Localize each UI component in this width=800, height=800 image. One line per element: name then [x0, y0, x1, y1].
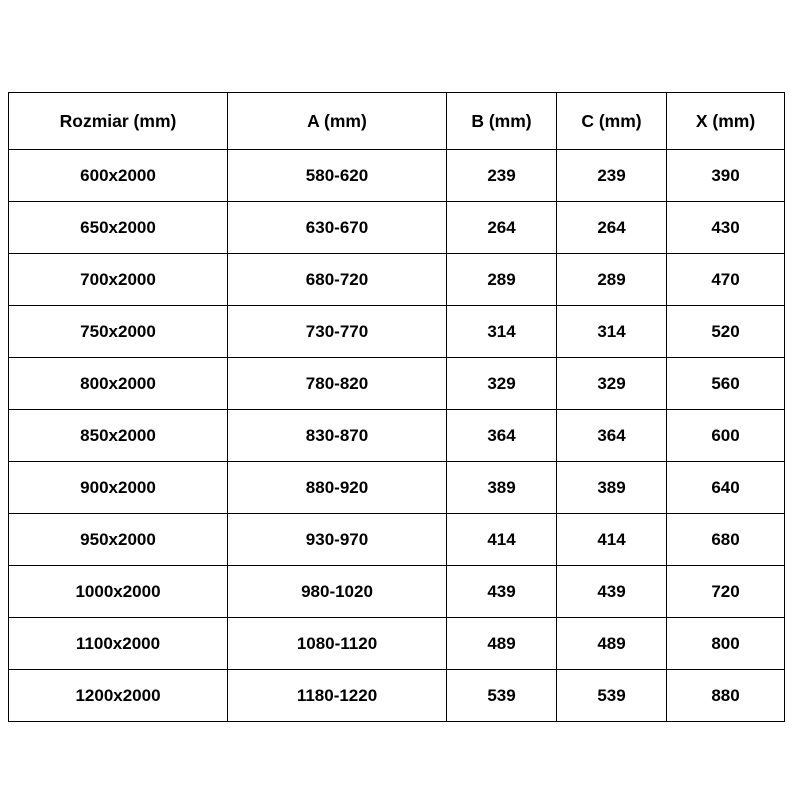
table-header-row	[9, 93, 785, 150]
column-header-x: X (mm)	[667, 93, 785, 150]
cell-b: 389	[447, 462, 557, 514]
cell-c: 539	[557, 670, 667, 722]
cell-c: 489	[557, 618, 667, 670]
cell-size: 700x2000	[9, 254, 228, 306]
cell-a: 930-970	[228, 514, 447, 566]
cell-x: 720	[667, 566, 785, 618]
size-table	[8, 92, 785, 722]
column-header-rozmiar: Rozmiar (mm)	[9, 93, 228, 150]
cell-size: 600x2000	[9, 150, 228, 202]
cell-c: 264	[557, 202, 667, 254]
cell-a: 730-770	[228, 306, 447, 358]
cell-x: 600	[667, 410, 785, 462]
cell-size: 850x2000	[9, 410, 228, 462]
cell-a: 1080-1120	[228, 618, 447, 670]
cell-b: 489	[447, 618, 557, 670]
cell-size: 900x2000	[9, 462, 228, 514]
table-row	[9, 462, 785, 514]
cell-a: 880-920	[228, 462, 447, 514]
cell-x: 470	[667, 254, 785, 306]
table-row	[9, 566, 785, 618]
cell-x: 560	[667, 358, 785, 410]
cell-size: 1100x2000	[9, 618, 228, 670]
table-row	[9, 514, 785, 566]
cell-a: 780-820	[228, 358, 447, 410]
table-row	[9, 150, 785, 202]
cell-a: 1180-1220	[228, 670, 447, 722]
cell-c: 289	[557, 254, 667, 306]
cell-a: 580-620	[228, 150, 447, 202]
column-header-a: A (mm)	[228, 93, 447, 150]
cell-c: 389	[557, 462, 667, 514]
cell-size: 750x2000	[9, 306, 228, 358]
cell-c: 329	[557, 358, 667, 410]
cell-size: 950x2000	[9, 514, 228, 566]
cell-c: 439	[557, 566, 667, 618]
cell-x: 430	[667, 202, 785, 254]
table-row	[9, 254, 785, 306]
cell-a: 830-870	[228, 410, 447, 462]
cell-x: 880	[667, 670, 785, 722]
cell-b: 239	[447, 150, 557, 202]
table-row	[9, 670, 785, 722]
column-header-b: B (mm)	[447, 93, 557, 150]
cell-b: 439	[447, 566, 557, 618]
cell-a: 680-720	[228, 254, 447, 306]
cell-size: 1000x2000	[9, 566, 228, 618]
column-header-c: C (mm)	[557, 93, 667, 150]
cell-x: 520	[667, 306, 785, 358]
table-row	[9, 618, 785, 670]
cell-x: 680	[667, 514, 785, 566]
cell-size: 800x2000	[9, 358, 228, 410]
cell-c: 314	[557, 306, 667, 358]
cell-size: 650x2000	[9, 202, 228, 254]
table-row	[9, 410, 785, 462]
cell-size: 1200x2000	[9, 670, 228, 722]
table-row	[9, 202, 785, 254]
cell-c: 239	[557, 150, 667, 202]
cell-b: 539	[447, 670, 557, 722]
table-header	[9, 93, 785, 150]
cell-x: 640	[667, 462, 785, 514]
cell-b: 264	[447, 202, 557, 254]
cell-b: 289	[447, 254, 557, 306]
cell-b: 364	[447, 410, 557, 462]
table-body	[9, 150, 785, 722]
cell-x: 800	[667, 618, 785, 670]
cell-c: 364	[557, 410, 667, 462]
cell-a: 980-1020	[228, 566, 447, 618]
cell-x: 390	[667, 150, 785, 202]
cell-c: 414	[557, 514, 667, 566]
cell-a: 630-670	[228, 202, 447, 254]
cell-b: 314	[447, 306, 557, 358]
cell-b: 414	[447, 514, 557, 566]
table-row	[9, 358, 785, 410]
cell-b: 329	[447, 358, 557, 410]
table-row	[9, 306, 785, 358]
size-table-container	[8, 92, 784, 722]
